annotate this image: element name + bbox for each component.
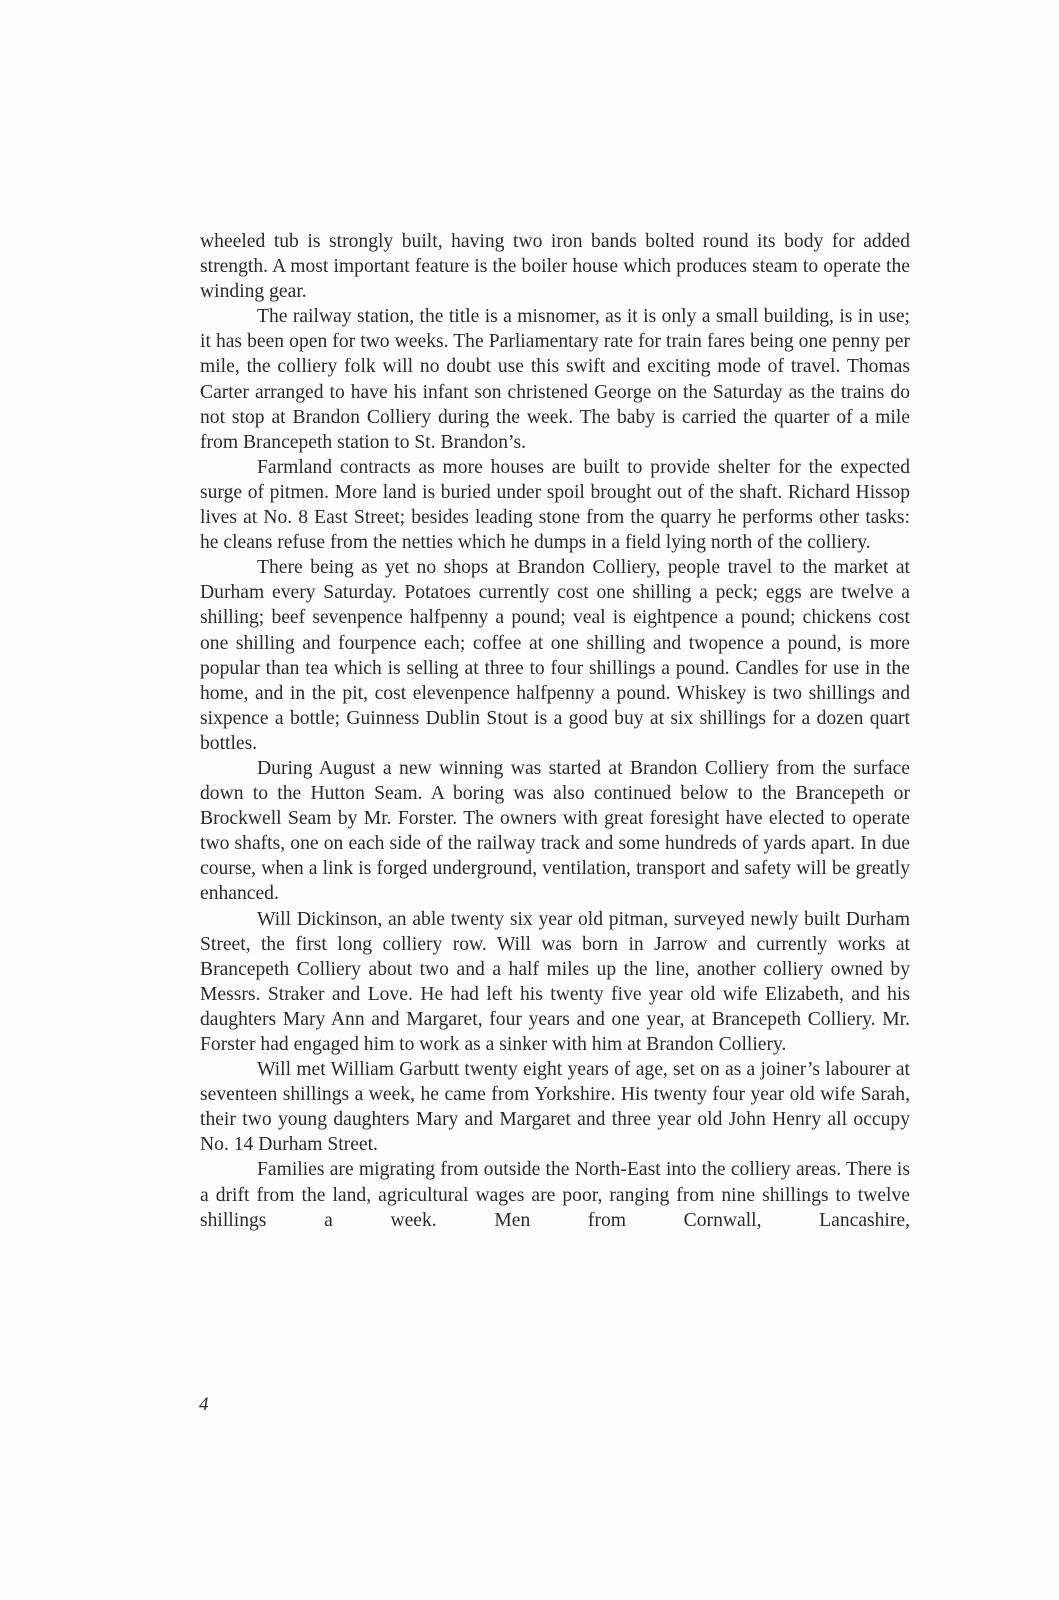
paragraph: Farmland contracts as more houses are built to provide shelter for the expected surge of pitmen. More land is buried under spoil brought out of the shaft. Richard Hissop lives at No. 8 East Street; besides leading stone from the quarry he performs other tasks: he cleans refuse from the netties which he dumps in a field lying north of the colliery. [200,456,910,554]
paragraph: wheeled tub is strongly built, having two iron bands bolted round its body for added strength. A most important feature is the boiler house which produces steam to operate the winding gear. [200,231,910,303]
paragraph: Will Dickinson, an able twenty six year old pitman, surveyed newly built Durham Street, the first long colliery row. Will was born in Jarrow and currently works at Brancepeth Colliery about two and a half miles up the line, another colliery owned by Messrs. Straker and Love. He had left his twenty five year old wife Elizabeth, and his daughters Mary Ann and Margaret, four years and one year, at Brancepeth Colliery. Mr. Forster had engaged him to work as a sinker with him at Brandon Colliery. [200,908,910,1055]
paragraph: There being as yet no shops at Brandon Colliery, people travel to the market at Durham every Saturday. Potatoes currently cost one shilling a peck; eggs are twelve a shilling; beef sevenpence halfpenny a pound; veal is eightpence a pound; chickens cost one shilling and fourpence each; coffee at one shilling and twopence a pound, is more popular than tea which is selling at three to four shillings a pound. Candles for use in the home, and in the pit, cost elevenpence halfpenny a pound. Whiskey is two shillings and sixpence a bottle; Guinness Dublin Stout is a good buy at six shillings for a dozen quart bottles. [200,557,910,754]
paragraph: Will met William Garbutt twenty eight years of age, set on as a joiner’s labourer at seventeen shillings a week, he came from Yorkshire. His twenty four year old wife Sarah, their two young daughters Mary and Margaret and three year old John Henry all occupy No. 14 Durham Street. [200,1059,910,1156]
body-text [200,229,910,1233]
paragraph: During August a new winning was started at Brandon Colliery from the surface down to the Hutton Seam. A boring was also continued below to the Brancepeth or Brockwell Seam by Mr. Forster. The owners with great foresight have elected to operate two shafts, one on each side of the railway track and some hundreds of yards apart. In due course, when a link is forged underground, ventilation, transport and safety will be greatly enhanced. [200,757,910,905]
paragraph: Families are migrating from outside the North-East into the colliery areas. There is a drift from the land, agricultural wages are poor, ranging from nine shillings to twelve shillings a week. Men from Cornwall, Lancashire, [200,1159,910,1231]
paragraph: The railway station, the title is a misnomer, as it is only a small building, is in use; it has been open for two weeks. The Parliamentary rate for train fares being one penny per mile, the colliery folk will no doubt use this swift and exciting mode of travel. Thomas Carter arranged to have his infant son christened George on the Saturday as the trains do not stop at Brandon Colliery during the week. The baby is carried the quarter of a mile from Brancepeth station to St. Brandon’s. [200,306,910,453]
page-number: 4 [199,1394,209,1415]
